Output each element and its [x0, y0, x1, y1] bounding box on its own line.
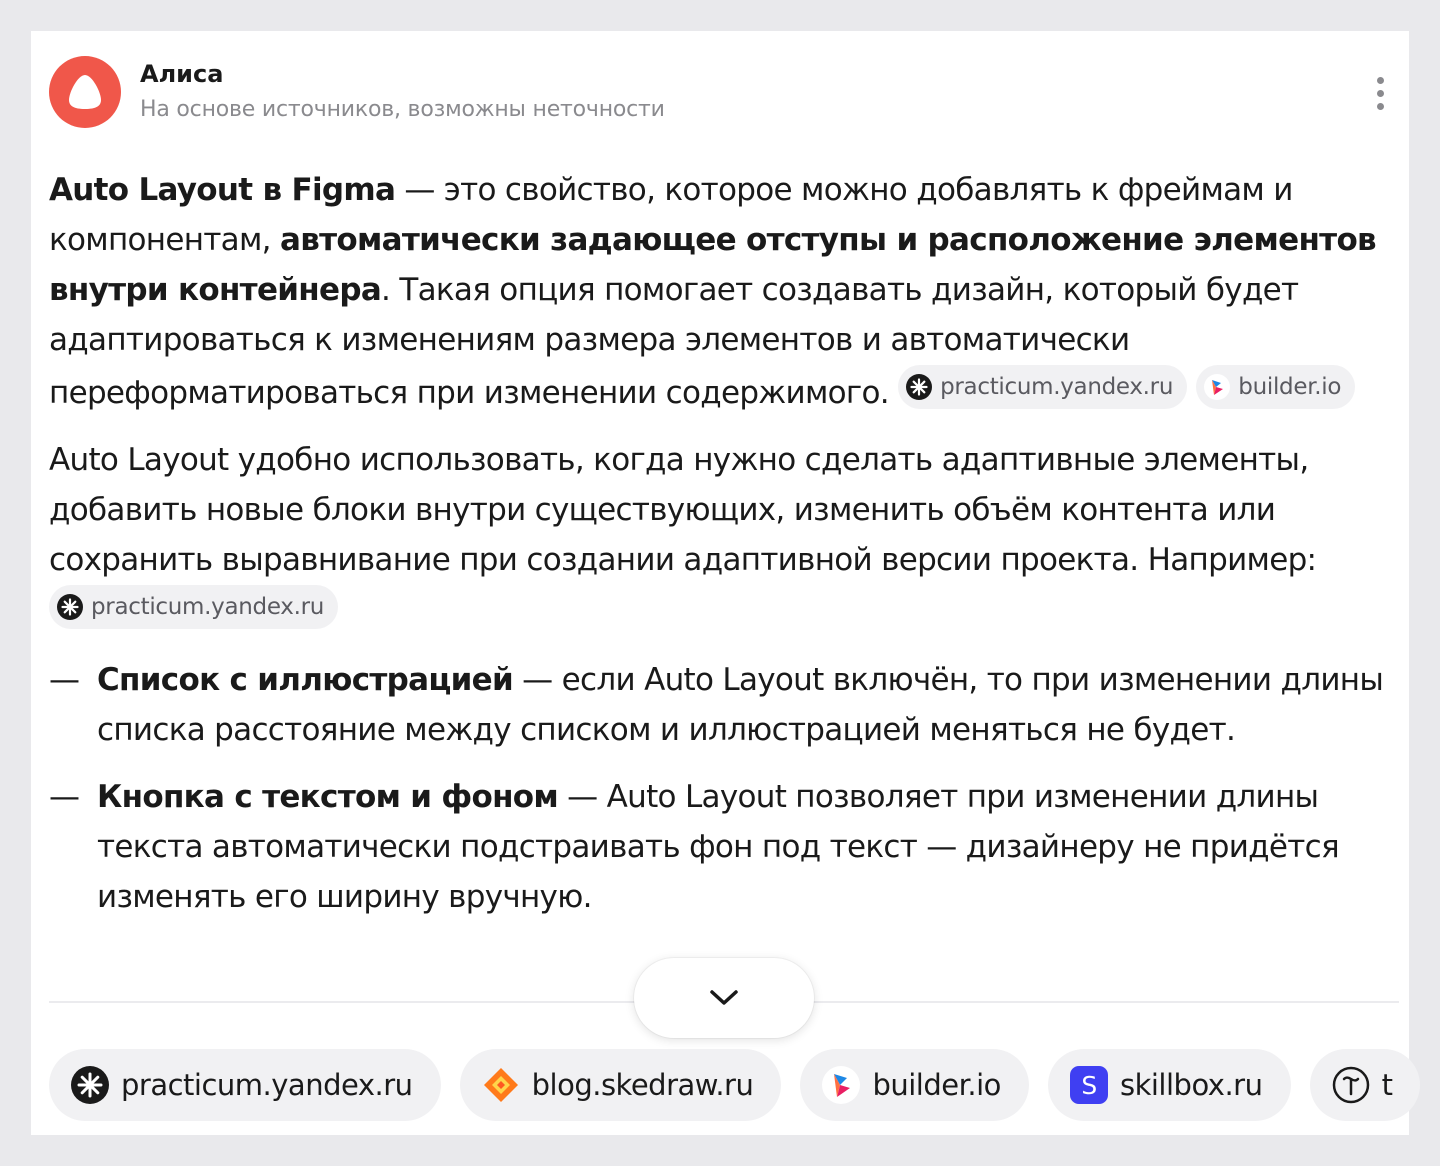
term-bold: Auto Layout в Figma — [49, 172, 396, 208]
list-item-title: Список с иллюстрацией — [97, 662, 514, 698]
list-item-text: — если Auto Layout включён, то при изменении длины списка расстояние между списком и иллюстрацией меняться не будет. — [97, 662, 1384, 748]
source-card-tilda[interactable] — [1310, 1049, 1421, 1121]
paragraph-definition — [49, 165, 1399, 418]
alice-answer-card — [31, 31, 1409, 1135]
list-item — [49, 772, 1399, 922]
source-card-label: skillbox.ru — [1119, 1068, 1263, 1102]
examples-list — [49, 655, 1399, 922]
paragraph-text: — это свойство, которое можно добавлять к фреймам и компонентам, — [49, 172, 1293, 258]
list-item-title: Кнопка с текстом и фоном — [97, 779, 559, 815]
source-card-skedraw[interactable] — [460, 1049, 782, 1121]
skillbox-icon — [1070, 1066, 1108, 1104]
source-chip-label: builder.io — [1238, 374, 1342, 400]
source-card-label: builder.io — [872, 1068, 1001, 1102]
source-card-label: practicum.yandex.ru — [121, 1068, 413, 1102]
paragraph-text: Auto Layout удобно использовать, когда нужно сделать адаптивные элементы, добавить новые блоки внутри существующих, изменить объём контента или сохранить выравнивание при создании адаптивной версии проекта. Например: — [49, 442, 1317, 578]
source-chip-builder[interactable] — [1196, 365, 1355, 409]
practicum-icon — [57, 594, 83, 620]
author-name: Алиса — [140, 60, 224, 88]
source-card-skillbox[interactable] — [1048, 1049, 1291, 1121]
paragraph-usage — [49, 435, 1399, 638]
author-subtitle: На основе источников, возможны неточности — [140, 97, 665, 122]
practicum-icon — [906, 374, 932, 400]
highlight-bold: автоматически задающее отступы и расположение элементов внутри контейнера — [49, 222, 1376, 308]
list-dash: — — [49, 662, 80, 698]
source-card-practicum[interactable] — [49, 1049, 441, 1121]
list-item — [49, 655, 1399, 755]
source-card-builder[interactable] — [800, 1049, 1028, 1121]
more-dot-icon — [1377, 77, 1384, 84]
more-options-button[interactable] — [1365, 73, 1395, 113]
chevron-down-icon — [707, 987, 741, 1009]
practicum-icon — [71, 1066, 109, 1104]
alice-logo-icon — [49, 56, 121, 128]
more-dot-icon — [1377, 90, 1384, 97]
source-chip-label: practicum.yandex.ru — [940, 374, 1174, 400]
source-chip-label: practicum.yandex.ru — [91, 594, 325, 620]
more-dot-icon — [1377, 103, 1384, 110]
source-chip-practicum[interactable] — [49, 585, 338, 629]
builder-icon — [1204, 374, 1230, 400]
tilda-icon — [1332, 1066, 1370, 1104]
expand-answer-button[interactable] — [634, 958, 814, 1038]
source-card-label: blog.skedraw.ru — [531, 1068, 754, 1102]
source-chip-practicum[interactable] — [898, 365, 1187, 409]
svg-text:S: S — [1081, 1071, 1097, 1100]
builder-icon — [822, 1066, 860, 1104]
source-card-label: t — [1381, 1068, 1393, 1102]
skedraw-icon — [482, 1066, 520, 1104]
sources-carousel[interactable] — [49, 1049, 1391, 1121]
list-item-text: — Auto Layout позволяет при изменении длины текста автоматически подстраивать фон под текст — дизайнеру не придётся изменять его ширину вручную. — [97, 779, 1339, 915]
list-dash: — — [49, 779, 80, 815]
answer-content — [49, 165, 1399, 1001]
paragraph-text: . Такая опция помогает создавать дизайн, который будет адаптироваться к изменениям размера элементов и автоматически переформатироваться при изменении содержимого. — [49, 272, 1299, 411]
